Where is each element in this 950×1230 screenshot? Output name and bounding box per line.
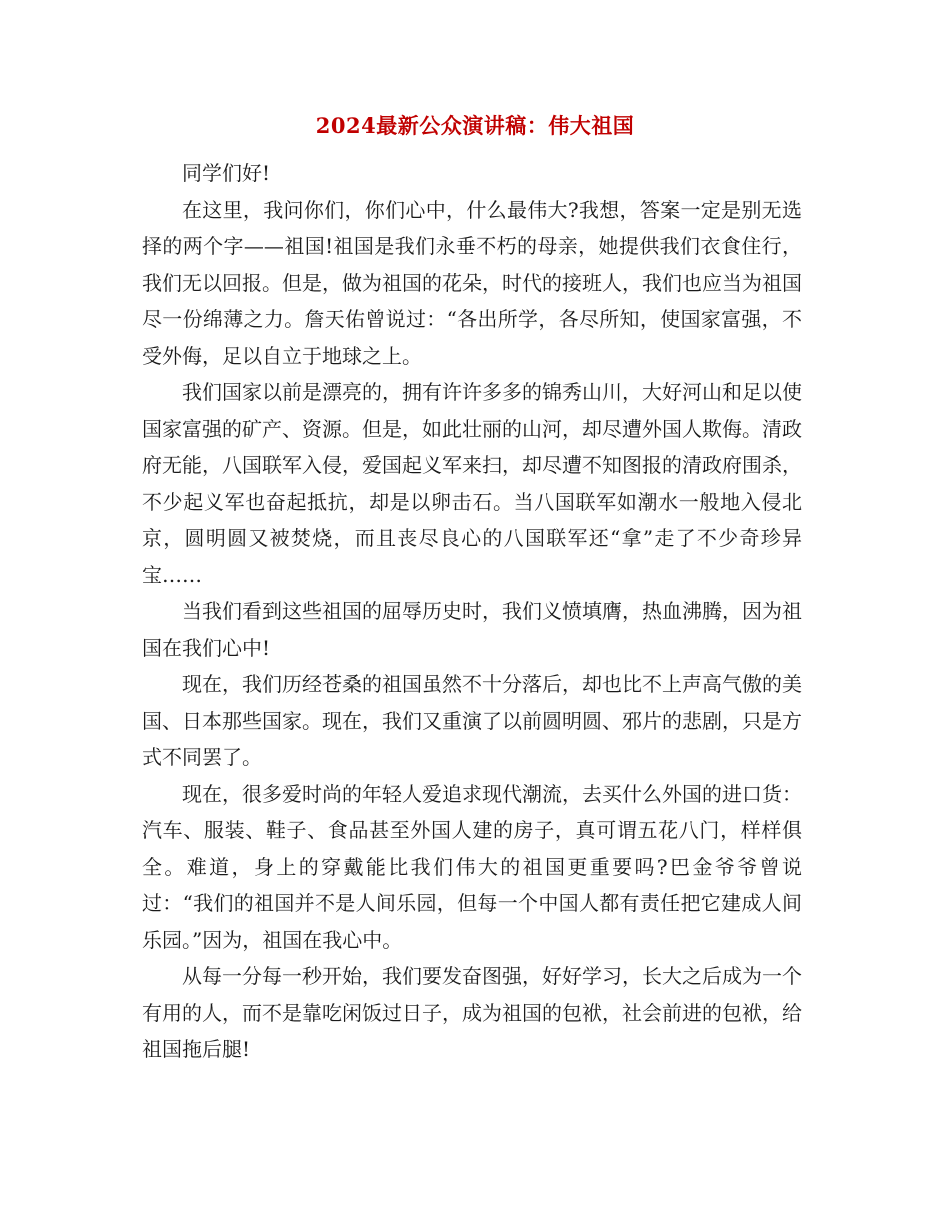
paragraph: 我们国家以前是漂亮的，拥有许许多多的锦秀山川，大好河山和足以使国家富强的矿产、资源。但是，如此壮丽的山河，却尽遭外国人欺侮。清政府无能，八国联军入侵，爱国起义军来扫，却尽遭不知图报的清政府围杀，不少起义军也奋起抵抗，却是以卵击石。当八国联军如潮水一般地入侵北京，圆明圆又被焚烧，而且丧尽良心的八国联军还“拿”走了不少奇珍异宝…… xyxy=(142,380,802,587)
paragraph: 现在，我们历经苍桑的祖国虽然不十分落后，却也比不上声高气傲的美国、日本那些国家。现在，我们又重演了以前圆明圆、邪片的悲剧，只是方式不同罢了。 xyxy=(142,672,802,769)
document-title: 2024最新公众演讲稿：伟大祖国 xyxy=(315,113,635,138)
document-body xyxy=(142,155,802,1068)
paragraph: 从每一分每一秒开始，我们要发奋图强，好好学习，长大之后成为一个有用的人，而不是靠吃闲饭过日子，成为祖国的包袱，社会前进的包袱，给祖国拖后腿! xyxy=(142,964,802,1061)
paragraph-greeting: 同学们好! xyxy=(182,161,271,185)
paragraph: 当我们看到这些祖国的屈辱历史时，我们义愤填膺，热血沸腾，因为祖国在我们心中! xyxy=(142,599,802,660)
paragraph: 在这里，我问你们，你们心中，什么最伟大?我想，答案一定是别无选择的两个字——祖国!祖国是我们永垂不朽的母亲，她提供我们衣食住行，我们无以回报。但是，做为祖国的花朵，时代的接班人，我们也应当为祖国尽一份绵薄之力。詹天佑曾说过：“各出所学，各尽所知，使国家富强，不受外侮，足以自立于地球之上。 xyxy=(142,197,802,368)
paragraph: 现在，很多爱时尚的年轻人爱追求现代潮流，去买什么外国的进口货：汽车、服装、鞋子、食品甚至外国人建的房子，真可谓五花八门，样样俱全。难道，身上的穿戴能比我们伟大的祖国更重要吗?巴金爷爷曾说过：“我们的祖国并不是人间乐园，但每一个中国人都有责任把它建成人间乐园。”因为，祖国在我心中。 xyxy=(142,781,802,952)
